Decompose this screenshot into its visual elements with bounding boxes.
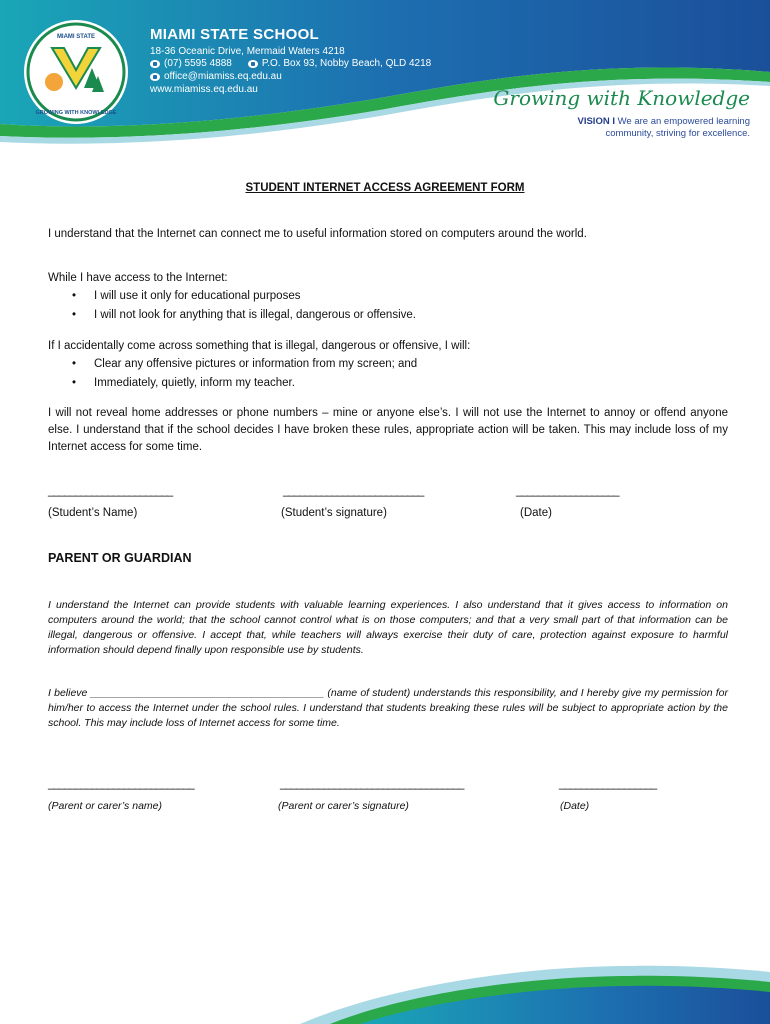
email-icon [150,73,160,81]
student-signature-field[interactable]: __________________________ [283,485,424,497]
school-address: 18-36 Oceanic Drive, Mermaid Waters 4218 [150,46,345,57]
parent-paragraph: I understand the Internet can provide students with valuable learning experiences. I also understand that it gives access to information on computers around the world; that the school cannot control what is on those computers; and that a very small part of that information can be illegal, dangerous or offensive. I accept that, while teachers will always exercise their duty of care, protection against exposure to harmful information should depend finally upon responsible use by students. [48,599,728,656]
rules-paragraph: I will not reveal home addresses or phone numbers – mine or anyone else’s. I will not use the Internet to annoy or offend anyone else. I understand that if the school decides I have broken these rules, appropriate action will be taken. This may include loss of my Internet access for some time. [48,407,728,453]
svg-text:MIAMI STATE: MIAMI STATE [56,34,96,40]
parent-heading: PARENT OR GUARDIAN [48,551,192,565]
parent-name-label: (Parent or carer’s name) [48,800,162,812]
student-signature-label: (Student’s signature) [281,507,387,519]
phone-icon [150,60,160,68]
parent-date-field[interactable]: __________________ [559,778,657,790]
parent-date-label: (Date) [560,800,590,812]
vision-text-1: We are an empowered learning [617,116,750,127]
parent-signature-field[interactable]: __________________________________ [280,778,464,790]
footer-wave [0,950,770,1024]
parent-name-field[interactable]: ___________________________ [48,778,194,790]
school-name: MIAMI STATE SCHOOL [150,26,320,43]
school-email[interactable]: office@miamiss.eq.edu.au [164,71,282,82]
vision-statement [530,116,750,140]
accident-list [48,355,417,393]
tagline: Growing with Knowledge [493,86,750,110]
accident-intro: If I accidentally come across something that is illegal, dangerous or offensive, I will: [48,340,471,352]
school-phone: (07) 5595 4888 [164,58,232,69]
while-intro: While I have access to the Internet: [48,272,228,284]
while-list [48,287,416,325]
school-crest-logo [22,18,130,126]
belief-paragraph[interactable]: I believe ________________________________________ (name of student) understands this responsibility, and I hereby give my permission for him/her to access the Internet under the school rules. I understand that students breaking these rules will be subject to appropriate action by the school. This may include loss of Internet access for some time. [48,687,728,729]
form-title: STUDENT INTERNET ACCESS AGREEMENT FORM [245,182,525,194]
student-date-field[interactable]: ___________________ [516,485,619,497]
email-row [150,71,282,82]
vision-text-2: community, striving for excellence. [605,128,750,139]
school-website[interactable]: www.miamiss.eq.edu.au [150,84,258,95]
student-name-field[interactable]: _______________________ [48,485,173,497]
school-po-box: P.O. Box 93, Nobby Beach, QLD 4218 [261,58,432,69]
student-name-label: (Student’s Name) [48,507,138,519]
vision-label: VISION I [577,116,615,127]
list-item: • I will use it only for educational purposes [94,287,416,306]
contact-row [150,58,431,69]
svg-text:GROWING WITH KNOWLEDGE: GROWING WITH KNOWLEDGE [35,110,117,116]
list-item: • Immediately, quietly, inform my teacher. [94,374,417,393]
list-item: • Clear any offensive pictures or information from my screen; and [94,355,417,374]
mail-icon [248,60,258,68]
intro-paragraph: I understand that the Internet can connect me to useful information stored on computers around the world. [48,228,587,240]
parent-signature-label: (Parent or carer’s signature) [278,800,409,812]
student-date-label: (Date) [520,507,552,519]
list-item: • I will not look for anything that is illegal, dangerous or offensive. [94,306,416,325]
